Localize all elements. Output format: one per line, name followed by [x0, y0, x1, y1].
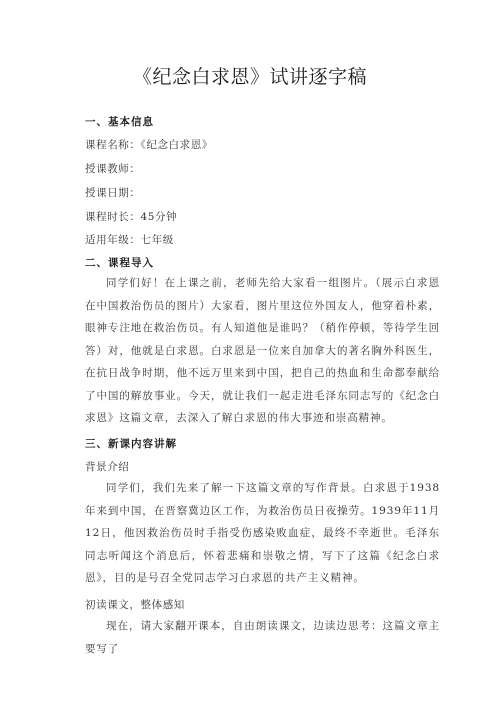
section-heading-basic-info: 一、基本信息	[85, 116, 154, 128]
teacher-line: 授课教师：	[85, 163, 141, 175]
background-subheading: 背景介绍	[85, 461, 130, 473]
section-heading-lesson: 三、新课内容讲解	[85, 438, 177, 450]
section-heading-intro: 二、课程导入	[85, 257, 154, 269]
course-name-line: 课程名称：《纪念白求恩》	[85, 139, 213, 151]
first-reading-subheading: 初读课文，整体感知	[85, 599, 185, 611]
duration-line: 课程时长：45分钟	[85, 211, 178, 223]
first-reading-paragraph: 现在，请大家翻开课本，自由朗读课文，边读边思考：这篇文章主要写了	[85, 620, 440, 655]
intro-paragraph: 同学们好！在上课之前，老师先给大家看一组图片。（展示白求恩在中国救治伤员的图片）大家看，图片里这位外国友人，他穿着朴素，眼神专注地在救治伤员。有人知道他是谁吗？（稍作停顿，等待学生回答）对，他就是白求恩。白求恩是一位来自加拿大的著名胸外科医生，在抗日战争时期，他不远万里来到中国，把自己的热血和生命都奉献给了中国的解放事业。今天，就让我们一起走进毛泽东同志写的《纪念白求恩》这篇文章，去深入了解白求恩的伟大事迹和崇高精神。	[85, 277, 440, 424]
grade-line: 适用年级：七年级	[85, 234, 174, 246]
document-title: 《纪念白求恩》试讲逐字稿	[132, 66, 367, 88]
date-line: 授课日期：	[85, 187, 141, 199]
background-paragraph: 同学们，我们先来了解一下这篇文章的写作背景。白求恩于1938年来到中国，在晋察冀边区工作，为救治伤员日夜操劳。1939年11月12日，他因救治伤员时手指受伤感染败血症，最终不幸逝世。毛泽东同志听闻这个消息后，怀着悲痛和崇敬之情，写下了这篇《纪念白求恩》，目的是号召全党同志学习白求恩的共产主义精神。	[85, 482, 440, 584]
